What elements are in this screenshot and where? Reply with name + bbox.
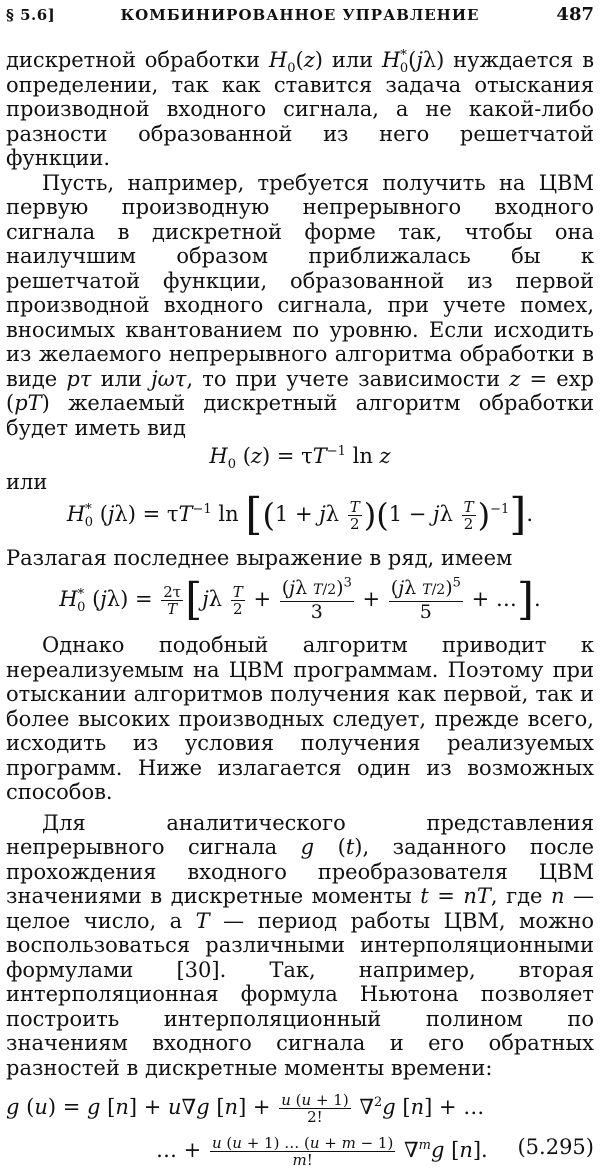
formula-newton-line1: g (u) = g [n] + u∇g [n] + $\frac{u (u + 1)}{2!}$ ∇$^2$g [n] + … xyxy=(6,1091,485,1126)
formula-H0-ln: $H_0$ $(z) = \tau T^{-1}$ ln z xyxy=(209,444,391,473)
chapter-title: КОМБИНИРОВАННОЕ УПРАВЛЕНИЕ xyxy=(120,6,480,24)
math-t-nT: t xyxy=(420,884,429,908)
math-ptau: pτ xyxy=(66,366,92,391)
math-n: n xyxy=(550,884,565,908)
page-number: 487 xyxy=(556,4,594,25)
paragraph-4: Однако подобный алгоритм приводит к нереализуемым на ЦВМ программам. Поэтому при отыскании алгоритмов получения как первой, так и более высоких производных следует, прежде всего, исходить из условия получения реализуемых программ. Ниже излагается один из возможных способов. xyxy=(6,633,594,804)
word-ili: или xyxy=(6,470,48,494)
paragraph-5: Для аналитического представления непрерывного сигнала g (t), заданного после прохождения входного преобразователя ЦВМ значениями в дискретные моменты t = nT, где n — целое число, а T — период работы ЦВМ, можно воспользоваться различными интерполяционными формулами [30]. Так, например, вторая интерполяционная формула Ньютона позволяет построить интерполяционный полином по значениям входного сигнала и его обратных разностей в дискретные моменты времени: xyxy=(6,810,594,1080)
math-T: T xyxy=(195,908,210,933)
paragraph-1: дискретной обработки $H_0(z)$ или $H^*_0(j\lambda)$ нуждается в определении, так как ставится задача отыскания производной входного сигнала, а не какой-либо разности образованной из него решетчатой функции. xyxy=(6,48,595,170)
math-gt: g xyxy=(300,835,315,859)
math-H0z: H xyxy=(268,48,288,72)
equation-number: (5.295) xyxy=(517,1135,594,1159)
formula-newton-line2: … + $\frac{u (u + 1) \dots (u + m - 1)}{m!}$ ∇$^m$g [n]. (5.295) xyxy=(156,1134,594,1169)
math-jomegatau: jωτ xyxy=(151,366,187,391)
paragraph-3: Разлагая последнее выражение в ряд, имеем xyxy=(6,545,513,570)
page-body xyxy=(6,48,594,1168)
paragraph-2: Пусть, например, требуется получить на ЦВМ первую производную непрерывного входного сигнала в дискретной форме так, чтобы она наилучшим образом приближалась бы к решетчатой функции, образованной из первой производной входного сигнала, при учете помех, вносимых квантованием по уровню. Если исходить из желаемого непрерывного алгоритма обработки в виде pτ или jωτ, то при учете зависимости z = exp (pT) желаемый дискретный алгоритм обработки будет иметь вид xyxy=(6,170,594,440)
formula-series: $H^*_0$ (jλ) = $\frac{2\tau}{T}$ [jλ $\frac{T}{2}$ + $\frac{(j\lambda T/2)^3}{3}$ + $\frac{(j\lambda T/2)^5}{5}$ + …]. xyxy=(59,574,541,625)
section-number: § 5.6] xyxy=(6,6,56,24)
math-H0star: H xyxy=(382,48,401,72)
running-header xyxy=(6,4,594,26)
formula-H0star-ln: $H^*_0$ $(j\lambda) = \tau T^{-1}$ ln [(1 + jλ $\frac{T}{2}$ )(1 − jλ $\frac{T}{2}$ )$^{-1}$]. xyxy=(66,488,534,540)
math-z-exp: z xyxy=(509,366,521,391)
